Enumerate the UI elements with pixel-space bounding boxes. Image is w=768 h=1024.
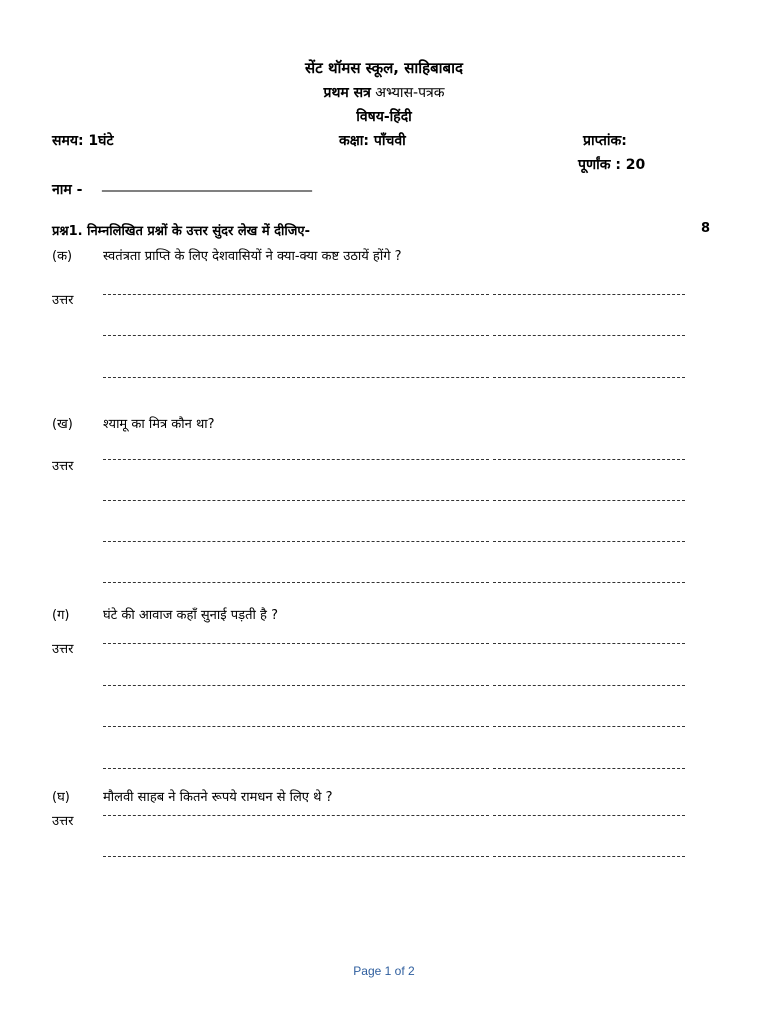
question-number: (ख) bbox=[52, 417, 73, 432]
question-text: श्यामू का मित्र कौन था? bbox=[103, 417, 215, 432]
marks-obtained-label: प्राप्तांक: bbox=[583, 133, 627, 149]
answer-line[interactable] bbox=[493, 768, 685, 769]
answer-line[interactable] bbox=[103, 541, 489, 542]
question-number: (ग) bbox=[52, 608, 70, 623]
answer-label: उत्तर bbox=[52, 459, 74, 474]
answer-line[interactable] bbox=[493, 685, 685, 686]
answer-line[interactable] bbox=[103, 500, 489, 501]
answer-label: उत्तर bbox=[52, 642, 74, 657]
answer-line[interactable] bbox=[493, 726, 685, 727]
answer-label: उत्तर bbox=[52, 293, 74, 308]
answer-line[interactable] bbox=[103, 377, 489, 378]
answer-line[interactable] bbox=[103, 459, 489, 460]
term-label: प्रथम सत्र bbox=[323, 85, 371, 101]
subject-title: विषय-हिंदी bbox=[356, 109, 412, 125]
answer-line[interactable] bbox=[493, 582, 685, 583]
section-marks: 8 bbox=[701, 221, 711, 236]
name-blank-line: ______________________________ bbox=[102, 176, 312, 192]
answer-line[interactable] bbox=[493, 643, 685, 644]
worksheet-label: अभ्यास-पत्रक bbox=[375, 85, 445, 101]
answer-line[interactable] bbox=[103, 768, 489, 769]
answer-line[interactable] bbox=[103, 582, 489, 583]
question-text: घंटे की आवाज कहाँ सुनाई पड़ती है ? bbox=[103, 608, 278, 623]
answer-line[interactable] bbox=[493, 377, 685, 378]
name-label: नाम - bbox=[52, 182, 83, 198]
answer-line[interactable] bbox=[103, 815, 489, 816]
answer-line[interactable] bbox=[493, 459, 685, 460]
answer-line[interactable] bbox=[103, 685, 489, 686]
class-label: कक्षा: पाँचवी bbox=[339, 133, 406, 149]
answer-line[interactable] bbox=[493, 500, 685, 501]
term-title bbox=[0, 83, 768, 102]
question-text: स्वतंत्रता प्राप्ति के लिए देशवासियों ने क्या-क्या कष्ट उठायें होंगे ? bbox=[103, 249, 402, 264]
answer-line[interactable] bbox=[103, 726, 489, 727]
answer-line[interactable] bbox=[493, 294, 685, 295]
section-heading: प्रश्न1. निम्नलिखित प्रश्नों के उत्तर सुंदर लेख में दीजिए- bbox=[52, 224, 311, 239]
answer-line[interactable] bbox=[103, 643, 489, 644]
answer-line[interactable] bbox=[493, 815, 685, 816]
answer-line[interactable] bbox=[103, 294, 489, 295]
question-text: मौलवी साहब ने कितने रूपये रामधन से लिए थे ? bbox=[103, 790, 333, 805]
answer-label: उत्तर bbox=[52, 814, 74, 829]
question-number: (क) bbox=[52, 249, 73, 264]
question-number: (घ) bbox=[52, 790, 70, 805]
answer-line[interactable] bbox=[103, 856, 489, 857]
answer-line[interactable] bbox=[493, 856, 685, 857]
school-name: सेंट थॉमस स्कूल, साहिबाबाद bbox=[305, 59, 463, 77]
page-number: Page 1 of 2 bbox=[353, 964, 415, 978]
full-marks-label: पूर्णांक : 20 bbox=[578, 157, 646, 173]
answer-line[interactable] bbox=[103, 335, 489, 336]
answer-line[interactable] bbox=[493, 541, 685, 542]
time-label: समय: 1घंटे bbox=[52, 133, 114, 149]
answer-line[interactable] bbox=[493, 335, 685, 336]
